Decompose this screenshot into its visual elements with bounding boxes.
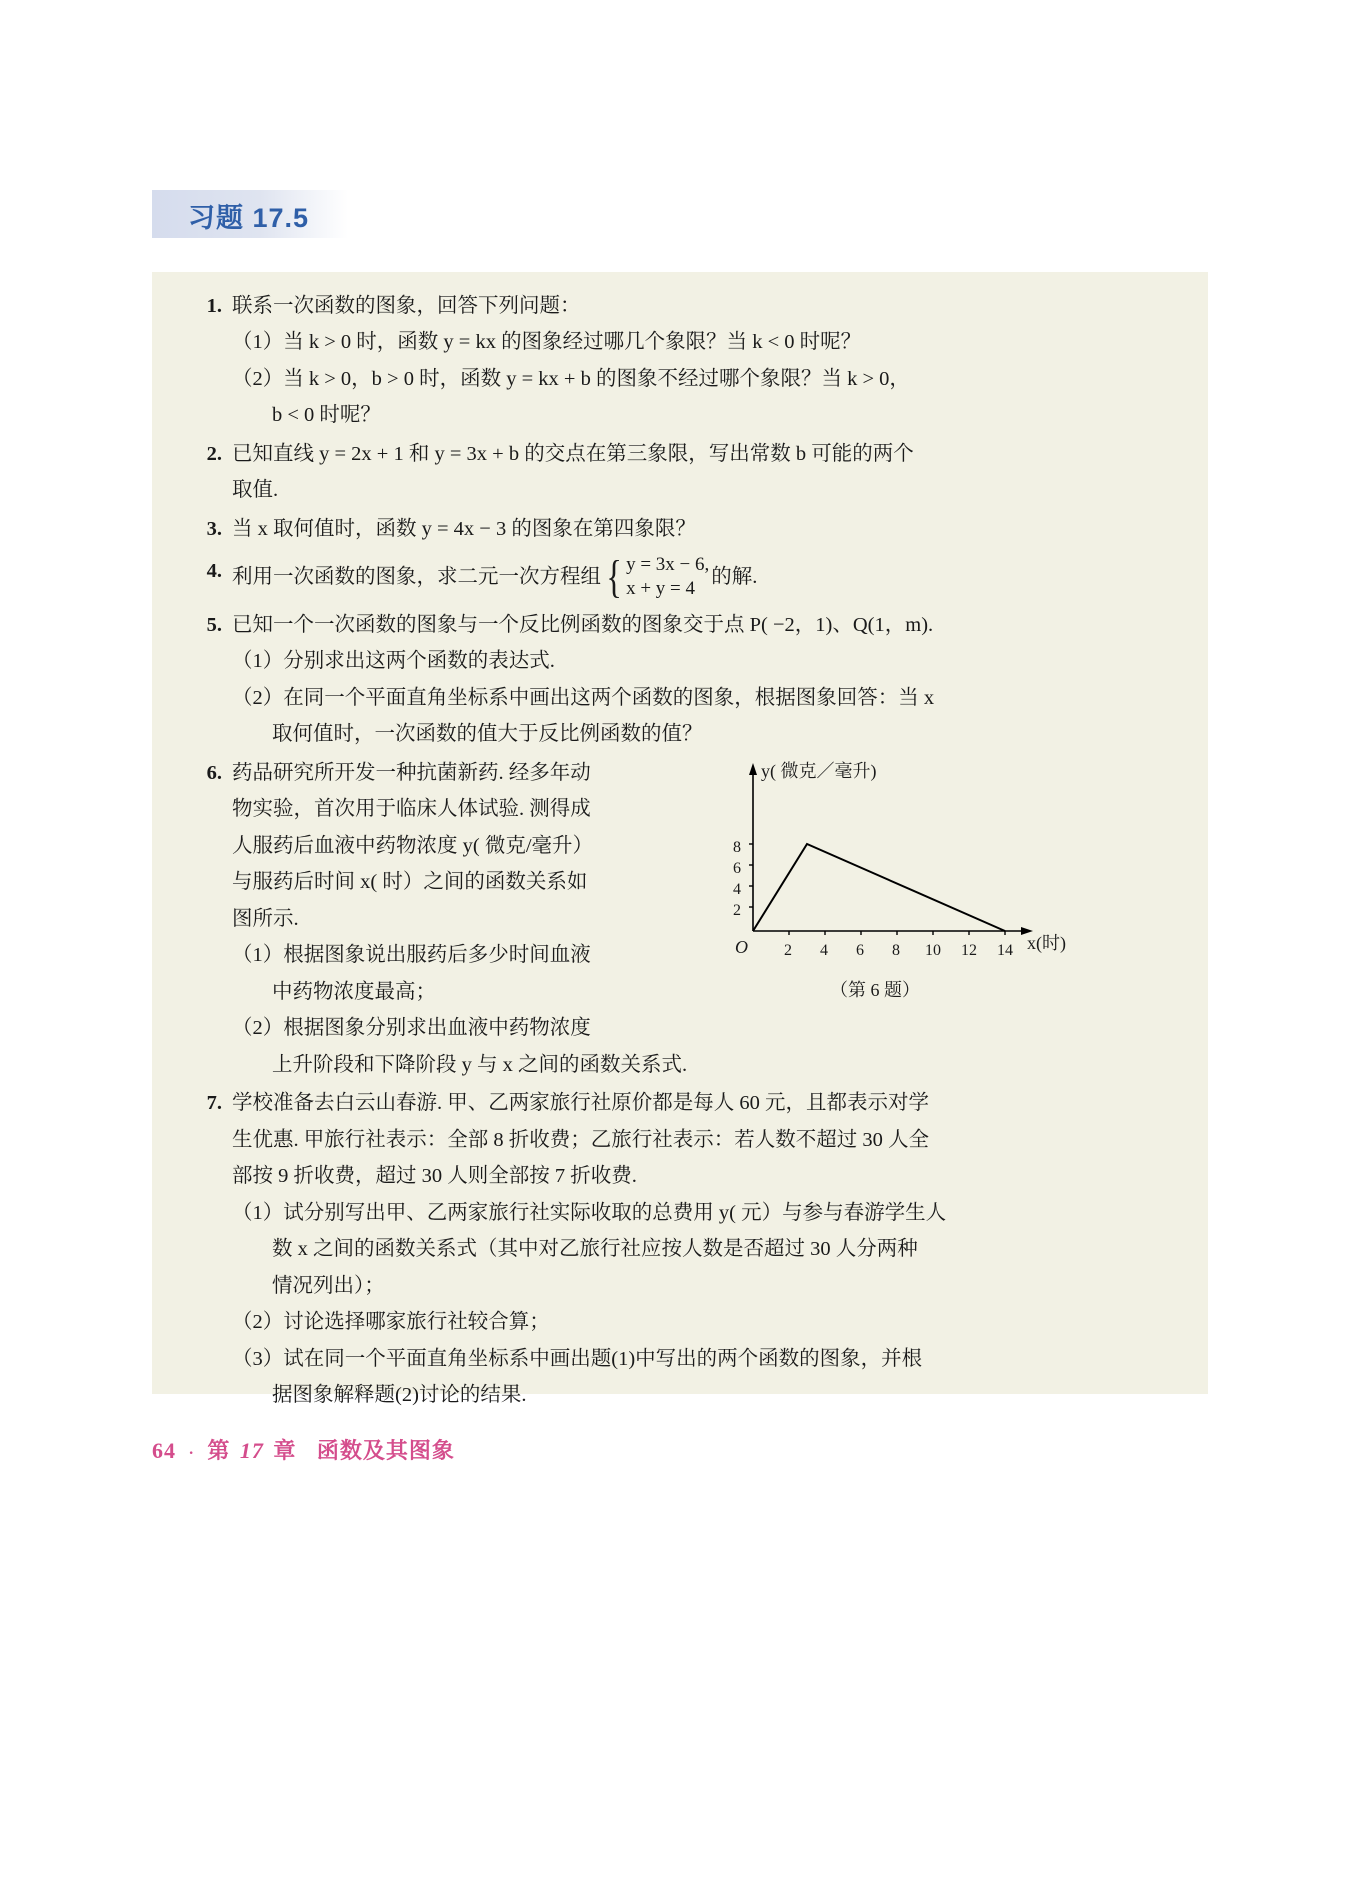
- exercise-number: 2.: [206, 442, 222, 465]
- exercise-number: 7.: [206, 1092, 222, 1115]
- equation-line-2: x + y = 4: [626, 578, 696, 600]
- y-tick-label: 6: [733, 859, 741, 877]
- exercise-item-7: [188, 1085, 1180, 1413]
- figure-caption: （第 6 题）: [830, 979, 920, 1000]
- x-axis-label: x(时): [1027, 932, 1066, 953]
- chapter-title: 函数及其图象: [316, 1438, 455, 1463]
- chapter-number: 17: [239, 1438, 264, 1463]
- exercise-stem-after: 的解.: [711, 565, 758, 588]
- page-footer: [152, 1434, 455, 1465]
- exercise-line: 物实验，首次用于临床人体试验. 测得成: [232, 798, 591, 821]
- exercise-line: 部按 9 折收费，超过 30 人则全部按 7 折收费.: [232, 1165, 637, 1188]
- exercise-sub: （2）在同一个平面直角坐标系中画出这两个函数的图象，根据图象回答：当 x: [232, 686, 935, 709]
- exercise-number: 5.: [206, 613, 222, 636]
- exercise-line: 生优惠. 甲旅行社表示：全部 8 折收费；乙旅行社表示：若人数不超过 30 人全: [232, 1128, 929, 1151]
- exercise-item-2: [188, 436, 1180, 509]
- left-brace: {: [606, 551, 622, 603]
- exercise-sub-cont: 据图象解释题(2)讨论的结果.: [272, 1384, 527, 1407]
- page-number: 64: [152, 1438, 176, 1463]
- equation-line-1: y = 3x − 6,: [626, 554, 710, 576]
- y-tick-label: 8: [733, 838, 741, 856]
- x-tick-label: 6: [856, 941, 864, 959]
- exercise-sub-cont: 情况列出）；: [272, 1274, 385, 1297]
- exercise-sub-cont: 中药物浓度最高；: [272, 980, 436, 1003]
- exercise-item-4: [188, 553, 1180, 601]
- exercise-sub: （2）当 k > 0，b > 0 时，函数 y = kx + b 的图象不经过哪个象限？当 k > 0，: [232, 367, 910, 390]
- section-title: 习题 17.5: [188, 203, 310, 233]
- exercise-line: 与服药后时间 x( 时）之间的函数关系如: [232, 871, 588, 894]
- y-tick-label: 2: [733, 901, 741, 919]
- exercise-6-text: [232, 755, 707, 1047]
- x-tick-label: 2: [784, 941, 792, 959]
- exercise-number: 6.: [206, 761, 222, 784]
- exercise-line: 图所示.: [232, 907, 299, 930]
- exercise-number: 3.: [206, 517, 222, 540]
- origin-label: O: [735, 936, 748, 957]
- y-tick-label: 4: [733, 880, 741, 898]
- exercise-line: 学校准备去白云山春游. 甲、乙两家旅行社原价都是每人 60 元，且都表示对学: [232, 1092, 929, 1115]
- exercise-item-3: [188, 511, 1180, 547]
- exercise-stem-cont: 取值.: [232, 479, 279, 502]
- x-tick-label: 10: [925, 941, 941, 959]
- chapter-prefix: 第: [207, 1438, 231, 1463]
- x-tick-label: 14: [997, 941, 1013, 959]
- exercise-stem: 当 x 取何值时，函数 y = 4x − 3 的图象在第四象限？: [232, 517, 696, 540]
- x-tick-label: 12: [961, 941, 977, 959]
- x-tick-label: 8: [892, 941, 900, 959]
- exercise-sub: （1）分别求出这两个函数的表达式.: [232, 650, 555, 673]
- exercise-number: 1.: [206, 295, 222, 317]
- exercise-sub: （3）试在同一个平面直角坐标系中画出题(1)中写出的两个函数的图象，并根: [232, 1347, 923, 1370]
- exercise-stem: 已知一个一次函数的图象与一个反比例函数的图象交于点 P( −2，1)、Q(1，m).: [232, 613, 934, 636]
- exercise-line: 人服药后血液中药物浓度 y( 微克/毫升）: [232, 834, 594, 857]
- exercise-number: 4.: [206, 560, 222, 583]
- figure-problem-6: [725, 759, 1115, 1009]
- footer-separator: ·: [188, 1445, 195, 1462]
- exercise-sub: （1）根据图象说出服药后多少时间血液: [232, 944, 591, 967]
- exercise-item-5: [188, 607, 1180, 753]
- equation-system: [603, 553, 709, 601]
- exercise-stem: 利用一次函数的图象，求二元一次方程组: [232, 565, 601, 588]
- exercise-item-6: [188, 755, 1180, 1083]
- exercise-sub-cont: 数 x 之间的函数关系式（其中对乙旅行社应按人数是否超过 30 人分两种: [272, 1238, 918, 1261]
- exercise-stem: 已知直线 y = 2x + 1 和 y = 3x + b 的交点在第三象限，写出常数 b 可能的两个: [232, 442, 914, 465]
- exercise-sub: （2）讨论选择哪家旅行社较合算；: [232, 1311, 550, 1334]
- chapter-suffix: 章: [273, 1438, 297, 1463]
- exercise-sub: （1）试分别写出甲、乙两家旅行社实际收取的总费用 y( 元）与参与春游学生人: [232, 1201, 947, 1224]
- exercise-stem: 联系一次函数的图象，回答下列问题：: [232, 295, 581, 317]
- exercise-sub-cont: 上升阶段和下降阶段 y 与 x 之间的函数关系式.: [272, 1053, 688, 1076]
- exercise-sub: （1）当 k > 0 时，函数 y = kx 的图象经过哪几个象限？当 k < 0 时呢？: [232, 331, 862, 354]
- x-tick-label: 4: [820, 941, 828, 959]
- exercise-list: [188, 288, 1180, 1416]
- exercise-sub: （2）根据图象分别求出血液中药物浓度: [232, 1017, 591, 1040]
- exercise-item-1: [188, 288, 1180, 434]
- y-axis-label: y( 微克／毫升): [761, 760, 877, 781]
- exercise-line: 药品研究所开发一种抗菌新药. 经多年动: [232, 761, 591, 784]
- exercise-sub-cont: b < 0 时呢？: [272, 404, 381, 427]
- exercise-sub-cont: 取何值时，一次函数的值大于反比例函数的值？: [272, 723, 703, 746]
